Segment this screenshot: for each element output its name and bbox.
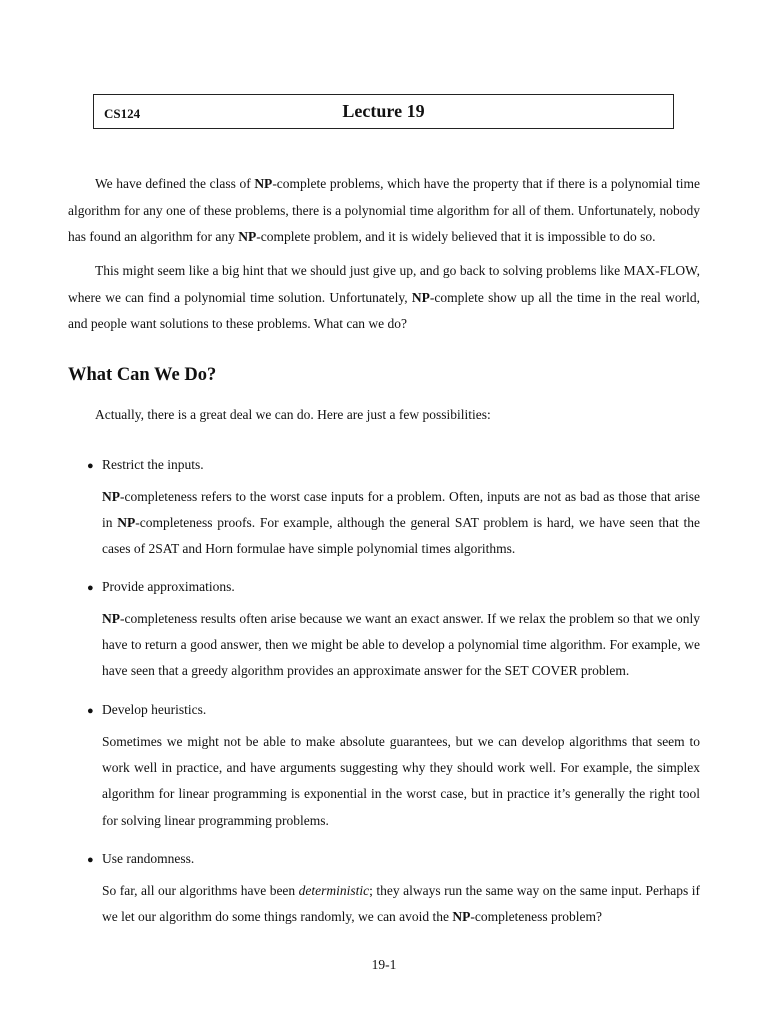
bullet-body-approximations — [102, 606, 700, 685]
bullet-title-text: Develop heuristics. — [102, 702, 207, 717]
bullet-title-text: Provide approximations. — [102, 579, 235, 594]
bullet-icon: ● — [87, 705, 94, 717]
bullet-icon: ● — [87, 582, 94, 594]
bullet-body-heuristics — [102, 729, 700, 834]
bold-term: NP — [117, 515, 136, 531]
page-number: 19-1 — [371, 957, 397, 972]
bold-term: NP — [102, 611, 120, 626]
section-heading: What Can We Do? — [68, 365, 217, 385]
bold-term: NP — [254, 176, 273, 191]
bullet-title-text: Restrict the inputs. — [102, 457, 204, 472]
paragraph-give-up-hint — [68, 258, 700, 338]
paragraph-np-complete-definition — [68, 171, 700, 251]
text-run: This might seem like a big hint that we should just give up, and go back to solving problems like MAX-FLOW, where we can find a polynomial time solution. Unfortunately, — [68, 263, 700, 305]
bullet-icon: ● — [87, 460, 94, 472]
bullet-title-heuristics — [87, 697, 206, 724]
text-run: -complete problem, and it is widely believed that it is impossible to do so. — [256, 229, 656, 244]
italic-term: deterministic — [298, 883, 370, 898]
bullet-title-randomness — [87, 846, 194, 873]
bold-term: NP — [452, 909, 471, 925]
bullet-body-restrict-inputs — [102, 484, 700, 563]
text-run: -completeness refers to the worst case inputs for a problem. Often, inputs are not as bad as those that arise in — [102, 489, 700, 531]
text-run: -completeness results often arise because we want an exact answer. If we relax the problem so that we only have to return a good answer, then we might be able to develop a polynomial time algorithm. For example, we have seen that a greedy algorithm provides an approximate answer for the SET COVER problem. — [102, 611, 700, 679]
text-run: ; they always run the same way on the same input. Perhaps if we let our algorithm do some things randomly, we can avoid the — [102, 883, 700, 925]
text-run: -complete show up all the time in the real world, and people want solutions to these problems. What can we do? — [68, 289, 700, 331]
bold-term: NP — [411, 289, 430, 305]
lecture-title: Lecture 19 — [342, 101, 425, 121]
lecture-header-box — [93, 94, 674, 129]
bullet-title-restrict-inputs — [87, 452, 204, 479]
bold-term: NP — [238, 229, 257, 244]
text-run: So far, all our algorithms have been — [102, 883, 299, 898]
text-run: -completeness problem? — [470, 909, 603, 925]
bullet-title-text: Use randomness. — [102, 851, 195, 866]
bullet-title-approximations — [87, 574, 235, 601]
text-run: We have defined the class of — [95, 176, 255, 191]
bullet-icon: ● — [87, 854, 94, 866]
section-intro: Actually, there is a great deal we can do. Here are just a few possibilities: — [95, 407, 491, 422]
text-run: Sometimes we might not be able to make absolute guarantees, but we can develop algorithms that seem to work well in practice, and have arguments suggesting why they should work well. For example, the simplex algorithm for linear programming is exponential in the worst case, but in practice it’s generally the right tool for solving linear programming problems. — [102, 734, 700, 828]
bullet-body-randomness — [102, 878, 700, 930]
bold-term: NP — [102, 489, 120, 504]
text-run: -complete problems, which have the property that if there is a polynomial time algorithm for any one of these problems, there is a polynomial time algorithm for all of them. Unfortunately, nobody has found an algorithm for any — [68, 176, 700, 244]
text-run: -completeness proofs. For example, although the general SAT problem is hard, we have seen that the cases of 2SAT and Horn formulae have simple polynomial times algorithms. — [102, 515, 700, 557]
course-code: CS124 — [104, 106, 141, 121]
